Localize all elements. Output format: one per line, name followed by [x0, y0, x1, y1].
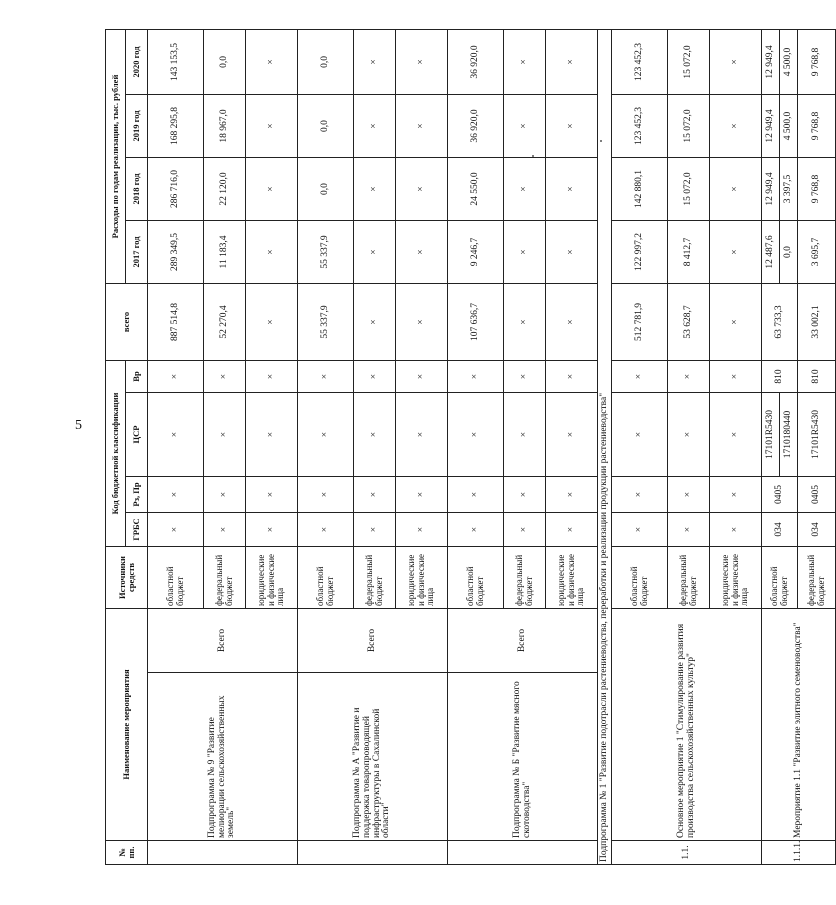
year-cell-2017: 9 246,7 [448, 221, 504, 284]
code-cell-grbs: × [668, 513, 710, 547]
col-header-2018: 2018 год [126, 158, 148, 221]
total-cell: 33 002,1 [798, 284, 836, 361]
code-cell-rzpr: × [612, 477, 668, 513]
code-cell-grbs: × [504, 513, 546, 547]
year-cell-2018: × [396, 158, 448, 221]
year-line-a: 12 949,4 [762, 158, 780, 220]
year-cell-2020: 15 072,0 [668, 29, 710, 94]
code-cell-grbs: × [546, 513, 598, 547]
total-cell: 63 733,3 [762, 284, 798, 361]
source-cell: федеральный бюджет [204, 547, 246, 609]
year-cell-2020: 36 920,0 [448, 29, 504, 94]
code-cell-rzpr: × [504, 477, 546, 513]
code-cell-vr: × [546, 361, 598, 393]
year-cell-2020: 123 452,3 [612, 29, 668, 94]
col-header-2017: 2017 год [126, 221, 148, 284]
code-cell-vr: 810 [762, 361, 798, 393]
year-cell-2020: × [504, 29, 546, 94]
year-cell-2017: × [354, 221, 396, 284]
total-cell: 512 781,9 [612, 284, 668, 361]
year-cell-2020: 0,0 [204, 29, 246, 94]
total-cell: 887 514,8 [148, 284, 204, 361]
year-line-b: 3 397,5 [783, 174, 793, 204]
source-cell: федеральный бюджет [354, 547, 396, 609]
col-header-source: Источники средств [106, 547, 148, 609]
year-cell-2017: × [710, 221, 762, 284]
total-label: Всего [148, 609, 298, 673]
year-cell-2019: × [396, 95, 448, 158]
year-cell-2017: 8 412,7 [668, 221, 710, 284]
code-cell-csr: × [204, 393, 246, 477]
year-cell-2020: × [710, 29, 762, 94]
scan-speck [600, 140, 602, 142]
table-row [612, 29, 668, 864]
source-cell: юридические и физические лица [546, 547, 598, 609]
table-row [298, 29, 354, 864]
code-cell-csr [762, 393, 798, 477]
year-cell-2020: × [246, 29, 298, 94]
code-cell-csr: × [710, 393, 762, 477]
code-cell-csr: 17101R5430 [798, 393, 836, 477]
year-cell-2019: 18 967,0 [204, 95, 246, 158]
code-cell-vr: × [204, 361, 246, 393]
col-header-2019: 2019 год [126, 95, 148, 158]
year-cell-2019: 168 295,8 [148, 95, 204, 158]
code-cell-vr: × [298, 361, 354, 393]
row-number: 1.1. [612, 841, 762, 865]
year-cell-2019: 0,0 [298, 95, 354, 158]
csr-line-b: 1710180440 [783, 410, 793, 459]
table-body [148, 29, 836, 864]
year-cell-2019: × [354, 95, 396, 158]
year-line-b: 0,0 [783, 246, 793, 258]
total-cell: 55 337,9 [298, 284, 354, 361]
source-cell: федеральный бюджет [504, 547, 546, 609]
subprogram-name: Подпрограмма № Б "Развитие мясного скотоводства" [448, 673, 598, 841]
year-cell-2019: 123 452,3 [612, 95, 668, 158]
source-cell: федеральный бюджет [668, 547, 710, 609]
year-cell-2018: × [546, 158, 598, 221]
code-cell-vr: × [448, 361, 504, 393]
year-cell-2018: 22 120,0 [204, 158, 246, 221]
year-line-a: 12 949,4 [762, 95, 780, 157]
year-cell-2019 [762, 95, 798, 158]
col-header-vr: Вр [126, 361, 148, 393]
code-cell-grbs: × [612, 513, 668, 547]
total-cell: × [396, 284, 448, 361]
code-cell-vr: × [246, 361, 298, 393]
total-cell: 52 270,4 [204, 284, 246, 361]
row-number [148, 841, 298, 865]
code-cell-rzpr: × [710, 477, 762, 513]
year-line-a: 12 949,4 [762, 30, 780, 94]
table-row [148, 29, 204, 864]
year-cell-2017: 55 337,9 [298, 221, 354, 284]
scan-speck [532, 155, 534, 157]
code-cell-rzpr: × [298, 477, 354, 513]
year-cell-2017: 122 997,2 [612, 221, 668, 284]
code-cell-vr: × [504, 361, 546, 393]
code-cell-rzpr: 0405 [762, 477, 798, 513]
code-cell-csr: × [148, 393, 204, 477]
code-cell-grbs: × [354, 513, 396, 547]
col-header-rzpr: Рз, Пр [126, 477, 148, 513]
source-cell: юридические и физические лица [710, 547, 762, 609]
year-cell-2019: 15 072,0 [668, 95, 710, 158]
code-cell-vr: × [354, 361, 396, 393]
subprogram-name: Подпрограмма № А "Развитие и поддержка товаропроводящей инфраструктуры в Сахалинской области" [298, 673, 448, 841]
year-cell-2017: × [504, 221, 546, 284]
year-cell-2018 [762, 158, 798, 221]
code-cell-grbs: × [148, 513, 204, 547]
total-cell: 53 628,7 [668, 284, 710, 361]
code-cell-rzpr: × [204, 477, 246, 513]
year-cell-2019: 9 768,8 [798, 95, 836, 158]
code-cell-csr: × [668, 393, 710, 477]
row-number [298, 841, 448, 865]
year-line-a: 12 487,6 [762, 221, 780, 283]
source-cell: юридические и физические лица [246, 547, 298, 609]
code-cell-csr: × [396, 393, 448, 477]
source-cell: федеральный бюджет [798, 547, 836, 609]
year-cell-2019: × [246, 95, 298, 158]
year-cell-2020: × [396, 29, 448, 94]
year-line-b: 4 500,0 [783, 111, 793, 141]
total-cell: × [504, 284, 546, 361]
col-header-grbs: ГРБС [126, 513, 148, 547]
total-cell: × [354, 284, 396, 361]
code-cell-rzpr: 0405 [798, 477, 836, 513]
col-header-total: всего [106, 284, 148, 361]
year-cell-2020: × [546, 29, 598, 94]
year-cell-2017 [762, 221, 798, 284]
year-line-b: 4 500,0 [783, 47, 793, 77]
total-cell: × [546, 284, 598, 361]
code-cell-grbs: × [710, 513, 762, 547]
code-cell-vr: × [148, 361, 204, 393]
col-header-num: № пп. [106, 841, 148, 865]
page-number: 5 [75, 418, 82, 433]
code-cell-rzpr: × [448, 477, 504, 513]
source-cell: областной бюджет [612, 547, 668, 609]
year-cell-2019: × [710, 95, 762, 158]
subprogram-name: Подпрограмма № 9 "Развитие мелиорации сельскохозяйственных земель" [148, 673, 298, 841]
year-cell-2020: 9 768,8 [798, 29, 836, 94]
row-number [448, 841, 598, 865]
col-header-csr: ЦСР [126, 393, 148, 477]
total-cell: 107 636,7 [448, 284, 504, 361]
year-cell-2017: × [546, 221, 598, 284]
code-cell-rzpr: × [668, 477, 710, 513]
year-cell-2019: × [546, 95, 598, 158]
year-cell-2018: 24 550,0 [448, 158, 504, 221]
code-cell-csr: × [546, 393, 598, 477]
code-cell-csr: × [354, 393, 396, 477]
col-header-expenses: Расходы по годам реализации, тыс. рублей [106, 29, 126, 283]
code-cell-rzpr: × [396, 477, 448, 513]
code-cell-vr: × [396, 361, 448, 393]
code-cell-csr: × [504, 393, 546, 477]
year-cell-2017: 289 349,5 [148, 221, 204, 284]
col-header-2020: 2020 год [126, 29, 148, 94]
source-cell: юридические и физические лица [396, 547, 448, 609]
year-cell-2018: 15 072,0 [668, 158, 710, 221]
source-cell: областной бюджет [448, 547, 504, 609]
year-cell-2018: × [710, 158, 762, 221]
code-cell-grbs: × [298, 513, 354, 547]
row-number: 1.1.1. [762, 841, 836, 865]
code-cell-rzpr: × [354, 477, 396, 513]
year-cell-2018: 142 880,1 [612, 158, 668, 221]
code-cell-vr: × [668, 361, 710, 393]
rotated-budget-table [105, 30, 826, 865]
table-row [448, 29, 504, 864]
source-cell: областной бюджет [148, 547, 204, 609]
table-row [762, 29, 798, 864]
code-cell-grbs: 034 [762, 513, 798, 547]
code-cell-csr: × [298, 393, 354, 477]
subprogram-title-row [598, 29, 612, 864]
year-cell-2017: 3 695,7 [798, 221, 836, 284]
code-cell-grbs: × [396, 513, 448, 547]
year-cell-2018: × [246, 158, 298, 221]
year-cell-2020: 143 153,5 [148, 29, 204, 94]
main-event-name: Основное мероприятие 1 "Стимулирование развития производства сельскохозяйственных культур" [612, 609, 762, 841]
code-cell-vr: × [710, 361, 762, 393]
year-cell-2019: × [504, 95, 546, 158]
budget-table [105, 29, 836, 865]
total-cell: × [246, 284, 298, 361]
code-cell-grbs: 034 [798, 513, 836, 547]
code-cell-csr: × [448, 393, 504, 477]
year-cell-2017: 11 183,4 [204, 221, 246, 284]
year-cell-2018: 9 768,8 [798, 158, 836, 221]
total-label: Всего [298, 609, 448, 673]
code-cell-grbs: × [246, 513, 298, 547]
source-cell: областной бюджет [298, 547, 354, 609]
year-cell-2017: × [396, 221, 448, 284]
year-cell-2020 [762, 29, 798, 94]
code-cell-rzpr: × [246, 477, 298, 513]
year-cell-2017: × [246, 221, 298, 284]
code-cell-rzpr: × [546, 477, 598, 513]
code-cell-grbs: × [204, 513, 246, 547]
code-cell-csr: × [246, 393, 298, 477]
year-cell-2019: 36 920,0 [448, 95, 504, 158]
year-cell-2018: × [354, 158, 396, 221]
source-cell: областной бюджет [762, 547, 798, 609]
total-label: Всего [448, 609, 598, 673]
code-cell-vr: 810 [798, 361, 836, 393]
total-cell: × [710, 284, 762, 361]
year-cell-2020: × [354, 29, 396, 94]
year-cell-2020: 0,0 [298, 29, 354, 94]
csr-line-a: 17101R5430 [762, 393, 780, 476]
year-cell-2018: × [504, 158, 546, 221]
event-name: Мероприятие 1.1 "Развитие элитного семеноводства" [762, 609, 836, 841]
code-cell-csr: × [612, 393, 668, 477]
code-cell-rzpr: × [148, 477, 204, 513]
col-header-name: Наименование мероприятия [106, 609, 148, 841]
code-cell-grbs: × [448, 513, 504, 547]
col-header-budget-code: Код бюджетной классификации [106, 361, 126, 547]
code-cell-vr: × [612, 361, 668, 393]
year-cell-2018: 0,0 [298, 158, 354, 221]
subprogram-title: Подпрограмма № 1 "Развитие подотрасли растениеводства, переработки и реализации продукции растениеводства" [598, 29, 612, 864]
year-cell-2018: 286 716,0 [148, 158, 204, 221]
